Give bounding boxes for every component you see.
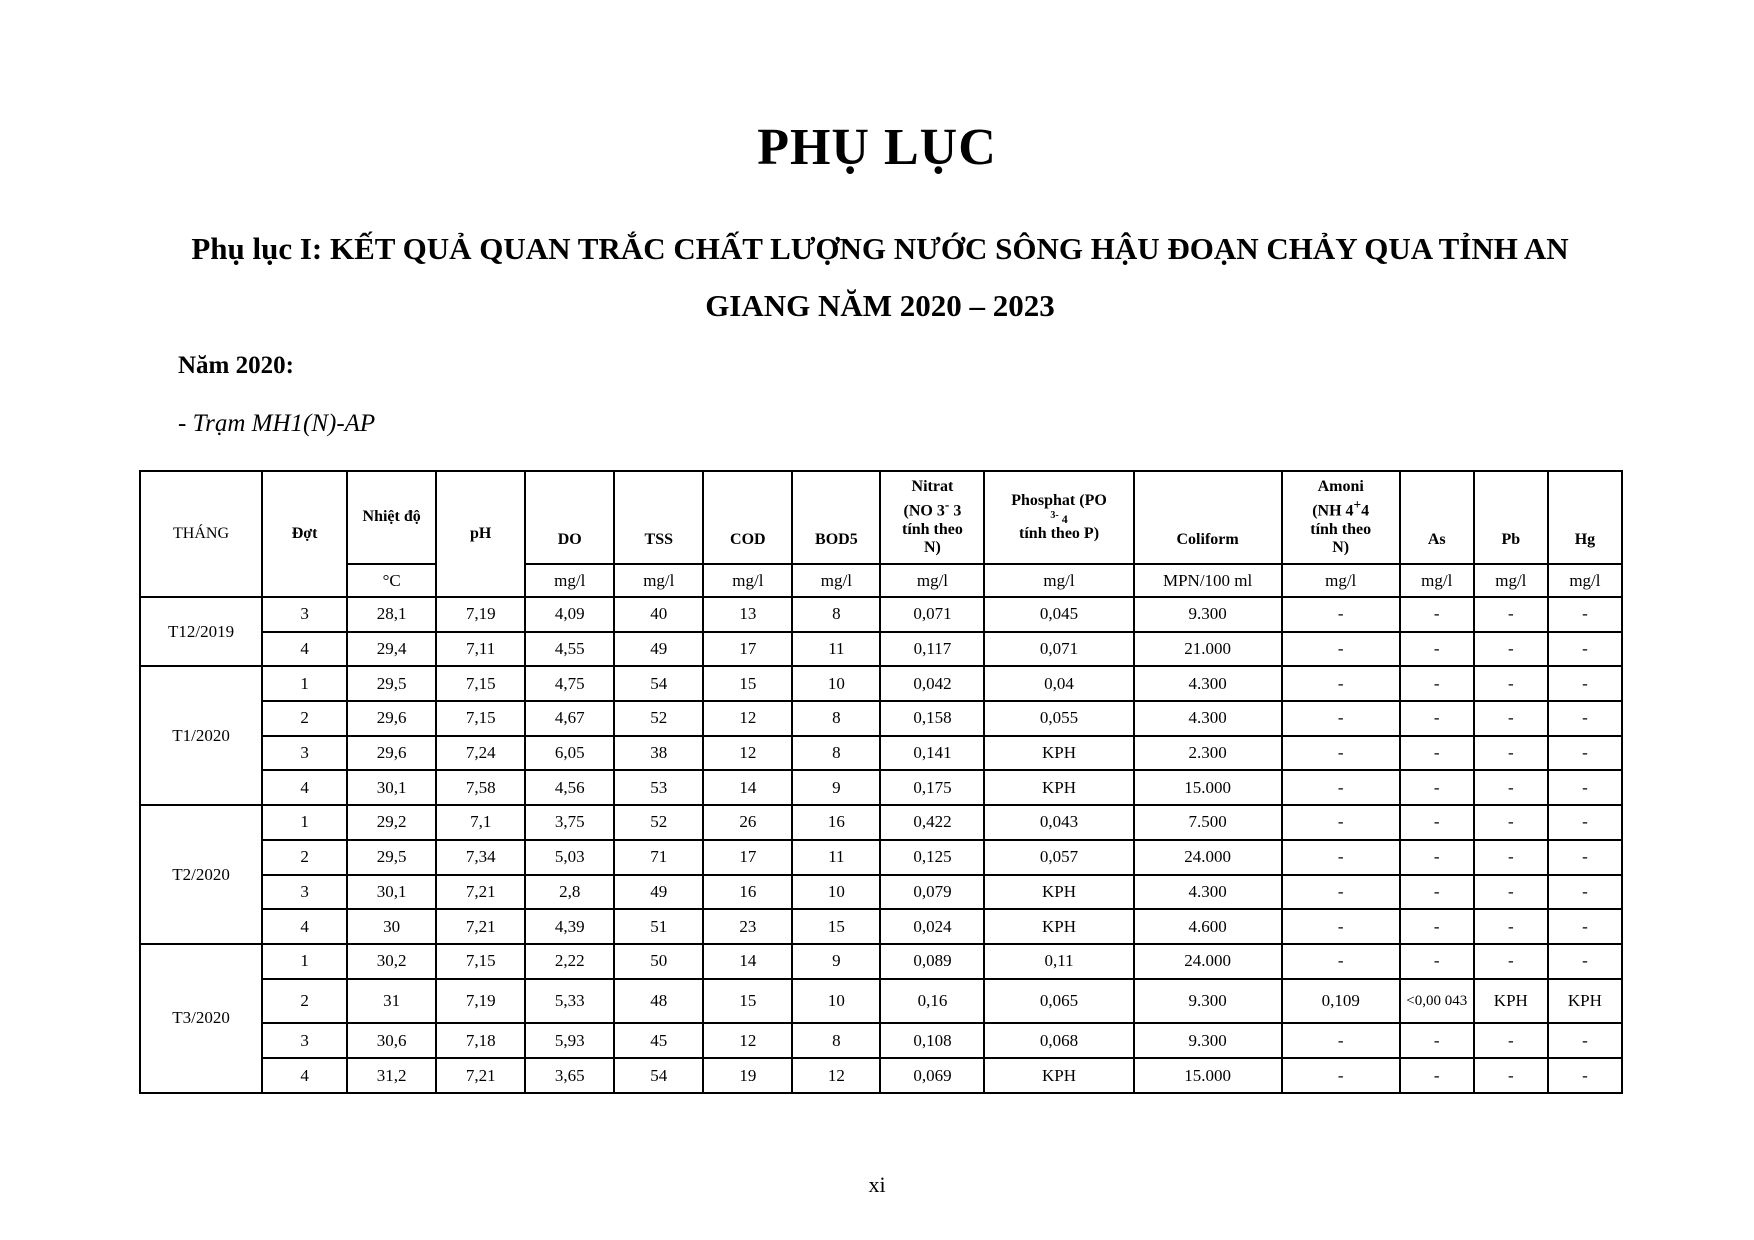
table-cell: - (1474, 875, 1548, 910)
table-cell: 4,55 (525, 632, 614, 667)
nitrat-line-2 (883, 496, 981, 520)
amoni-sub: 4 (1361, 502, 1370, 520)
header-thang: THÁNG (140, 471, 262, 597)
table-cell: 10 (792, 666, 880, 701)
water-quality-table (139, 470, 1623, 1094)
amoni-formula: (NH 4 (1312, 502, 1354, 520)
table-cell: 17 (703, 632, 792, 667)
table-cell: 38 (614, 736, 703, 771)
table-cell: 5,93 (525, 1023, 614, 1058)
table-cell: - (1282, 1023, 1400, 1058)
table-cell: 29,5 (347, 840, 436, 875)
header-do: DO (525, 471, 614, 564)
table-cell: - (1474, 666, 1548, 701)
page-number: xi (868, 1172, 886, 1197)
table-cell: 71 (614, 840, 703, 875)
amoni-line-3: tính theo (1310, 520, 1372, 538)
table-cell: - (1400, 770, 1474, 805)
table-cell: - (1548, 736, 1622, 771)
table-row (140, 805, 1622, 840)
table-cell: 48 (614, 979, 703, 1024)
table-cell: 0,071 (880, 597, 984, 632)
table-cell: - (1400, 1023, 1474, 1058)
unit-bod5: mg/l (792, 564, 880, 597)
table-cell: 49 (614, 875, 703, 910)
table-cell: 7,19 (436, 979, 525, 1024)
table-cell: 15 (703, 666, 792, 701)
table-cell: 53 (614, 770, 703, 805)
table-cell: 52 (614, 701, 703, 736)
table-cell: 2.300 (1134, 736, 1282, 771)
nitrat-formula: (NO 3 (903, 502, 945, 520)
table-cell: - (1400, 1058, 1474, 1093)
table-cell: 11 (792, 632, 880, 667)
table-cell: 0,108 (880, 1023, 984, 1058)
table-cell: 0,042 (880, 666, 984, 701)
table-cell: 40 (614, 597, 703, 632)
table-cell: 3 (262, 875, 347, 910)
table-cell: 9 (792, 944, 880, 979)
table-cell: 16 (792, 805, 880, 840)
unit-nhiet-do: °C (347, 564, 436, 597)
table-cell: 7,21 (436, 1058, 525, 1093)
table-cell: - (1548, 875, 1622, 910)
table-cell: - (1400, 875, 1474, 910)
table-cell: 30,1 (347, 875, 436, 910)
table-cell: 0,068 (984, 1023, 1133, 1058)
table-cell: - (1282, 632, 1400, 667)
table-cell: 2 (262, 979, 347, 1024)
table-cell: - (1282, 909, 1400, 944)
table-cell: 4 (262, 1058, 347, 1093)
table-row (140, 597, 1622, 632)
table-cell: 2 (262, 840, 347, 875)
header-as: As (1400, 471, 1474, 564)
table-cell: 0,089 (880, 944, 984, 979)
table-cell: KPH (984, 875, 1133, 910)
table-cell: 51 (614, 909, 703, 944)
table-cell: - (1548, 1023, 1622, 1058)
header-phosphat (984, 471, 1133, 564)
table-cell: 29,6 (347, 701, 436, 736)
table-row (140, 1023, 1622, 1058)
table-cell: KPH (1548, 979, 1622, 1024)
table-cell: 50 (614, 944, 703, 979)
table-cell: 0,055 (984, 701, 1133, 736)
table-cell: 31 (347, 979, 436, 1024)
phosphat-line-2 (987, 510, 1130, 525)
table-cell: 0,16 (880, 979, 984, 1024)
table-cell: 4,39 (525, 909, 614, 944)
table-cell: 3 (262, 597, 347, 632)
table-cell: 2,22 (525, 944, 614, 979)
table-cell: - (1400, 701, 1474, 736)
table-cell: KPH (984, 770, 1133, 805)
table-cell: - (1400, 666, 1474, 701)
table-cell: - (1548, 944, 1622, 979)
table-cell: - (1474, 1058, 1548, 1093)
table-cell: 19 (703, 1058, 792, 1093)
table-cell: - (1400, 632, 1474, 667)
table-cell: 5,03 (525, 840, 614, 875)
amoni-line-2 (1285, 496, 1397, 520)
table-cell: 30,1 (347, 770, 436, 805)
table-cell: 7,21 (436, 875, 525, 910)
header-ph: pH (436, 471, 525, 597)
table-cell: - (1548, 666, 1622, 701)
table-row (140, 632, 1622, 667)
table-cell: - (1548, 632, 1622, 667)
table-cell: 14 (703, 770, 792, 805)
table-cell: 1 (262, 666, 347, 701)
table-cell: 8 (792, 1023, 880, 1058)
table-cell: 4 (262, 632, 347, 667)
table-cell: - (1474, 632, 1548, 667)
table-cell: 4.300 (1134, 666, 1282, 701)
table-cell: 4 (262, 770, 347, 805)
nitrat-sup: - (944, 497, 950, 513)
table-cell: 0,158 (880, 701, 984, 736)
table-cell: 7,18 (436, 1023, 525, 1058)
table-cell: 15.000 (1134, 1058, 1282, 1093)
table-cell: KPH (984, 1058, 1133, 1093)
station-label: - Trạm MH1(N)-AP (178, 410, 376, 437)
table-cell: 4.600 (1134, 909, 1282, 944)
table-cell: KPH (984, 909, 1133, 944)
table-body (140, 597, 1622, 1093)
table-row (140, 875, 1622, 910)
table-cell: 10 (792, 979, 880, 1024)
table-cell: 4,09 (525, 597, 614, 632)
table-cell: - (1400, 944, 1474, 979)
table-cell: 14 (703, 944, 792, 979)
table-cell: - (1282, 701, 1400, 736)
table-cell: 0,04 (984, 666, 1133, 701)
table-cell: - (1548, 597, 1622, 632)
table-cell: 0,11 (984, 944, 1133, 979)
table-cell: 0,071 (984, 632, 1133, 667)
table-cell: 12 (703, 1023, 792, 1058)
table-cell: 15.000 (1134, 770, 1282, 805)
table-cell: - (1400, 805, 1474, 840)
table-cell: 9 (792, 770, 880, 805)
table-cell: 7.500 (1134, 805, 1282, 840)
table-cell: 7,24 (436, 736, 525, 771)
table-cell: - (1282, 736, 1400, 771)
table-cell: 4,67 (525, 701, 614, 736)
table-cell: 7,15 (436, 701, 525, 736)
table-cell: - (1282, 770, 1400, 805)
table-row (140, 840, 1622, 875)
table-cell: - (1548, 1058, 1622, 1093)
table-cell: 26 (703, 805, 792, 840)
table-cell: 0,079 (880, 875, 984, 910)
table-cell: 7,34 (436, 840, 525, 875)
table-cell: 49 (614, 632, 703, 667)
phosphat-sub: 4 (1061, 512, 1068, 526)
table-cell: - (1282, 597, 1400, 632)
table-cell: 15 (792, 909, 880, 944)
table-row (140, 666, 1622, 701)
table-cell: 7,58 (436, 770, 525, 805)
table-cell: 29,4 (347, 632, 436, 667)
table-cell: 4,75 (525, 666, 614, 701)
table-cell: - (1474, 701, 1548, 736)
table-cell: 4.300 (1134, 701, 1282, 736)
table-cell: 24.000 (1134, 840, 1282, 875)
table-cell: 12 (792, 1058, 880, 1093)
table-row (140, 770, 1622, 805)
unit-amoni: mg/l (1282, 564, 1400, 597)
table-cell: 7,1 (436, 805, 525, 840)
table-cell: - (1474, 805, 1548, 840)
header-bod5: BOD5 (792, 471, 880, 564)
table-cell: 8 (792, 597, 880, 632)
table-cell: 4,56 (525, 770, 614, 805)
table-cell: 6,05 (525, 736, 614, 771)
table-cell: 54 (614, 666, 703, 701)
table-cell: - (1474, 944, 1548, 979)
unit-coliform: MPN/100 ml (1134, 564, 1282, 597)
table-cell: 0,045 (984, 597, 1133, 632)
unit-hg: mg/l (1548, 564, 1622, 597)
month-cell: T3/2020 (140, 944, 262, 1093)
table-cell: - (1400, 840, 1474, 875)
table-cell: 11 (792, 840, 880, 875)
table-cell: 1 (262, 944, 347, 979)
phosphat-sup: 3- (1050, 510, 1059, 521)
unit-tss: mg/l (614, 564, 703, 597)
table-cell: 3,75 (525, 805, 614, 840)
header-row (140, 471, 1622, 564)
table-cell: 1 (262, 805, 347, 840)
table-cell: 0,117 (880, 632, 984, 667)
year-heading: Năm 2020: (178, 352, 294, 379)
table-cell: 7,21 (436, 909, 525, 944)
table-row (140, 736, 1622, 771)
table-cell: 7,15 (436, 944, 525, 979)
nitrat-sub: 3 (953, 502, 962, 520)
phosphat-line-1: Phosphat (PO (1011, 492, 1107, 509)
table-cell: - (1474, 840, 1548, 875)
table-cell: 9.300 (1134, 979, 1282, 1024)
table-row (140, 909, 1622, 944)
table-cell: 8 (792, 736, 880, 771)
header-tss: TSS (614, 471, 703, 564)
header-hg: Hg (1548, 471, 1622, 564)
table-cell: - (1474, 736, 1548, 771)
table-cell: - (1282, 805, 1400, 840)
table-cell: - (1474, 1023, 1548, 1058)
unit-pb: mg/l (1474, 564, 1548, 597)
month-cell: T2/2020 (140, 805, 262, 944)
table-cell: - (1548, 805, 1622, 840)
table-cell: 16 (703, 875, 792, 910)
subtitle-line-1: Phụ lục I: KẾT QUẢ QUAN TRẮC CHẤT LƯỢNG NƯỚC SÔNG HẬU ĐOẠN CHẢY QUA TỈNH AN (191, 231, 1569, 266)
table-cell: 0,125 (880, 840, 984, 875)
table-cell: 0,057 (984, 840, 1133, 875)
table-cell: 7,11 (436, 632, 525, 667)
table-cell: - (1474, 597, 1548, 632)
table-cell: KPH (1474, 979, 1548, 1024)
page-title: PHỤ LỤC (757, 119, 997, 176)
table-cell: 3 (262, 1023, 347, 1058)
table-row (140, 979, 1622, 1024)
header-dot: Đợt (262, 471, 347, 597)
table-cell: 31,2 (347, 1058, 436, 1093)
header-pb: Pb (1474, 471, 1548, 564)
table-cell: 2 (262, 701, 347, 736)
table-cell: 3 (262, 736, 347, 771)
table-cell: 7,19 (436, 597, 525, 632)
table-cell: 0,422 (880, 805, 984, 840)
table-row (140, 1058, 1622, 1093)
table-cell: 17 (703, 840, 792, 875)
table-cell: 12 (703, 736, 792, 771)
table-cell: 52 (614, 805, 703, 840)
table-cell: 7,15 (436, 666, 525, 701)
table-cell: 4 (262, 909, 347, 944)
table-cell: 54 (614, 1058, 703, 1093)
table-cell: 29,6 (347, 736, 436, 771)
table-cell: - (1282, 666, 1400, 701)
table-cell: 45 (614, 1023, 703, 1058)
phosphat-line-3: tính theo P) (1019, 525, 1100, 542)
table-cell: 0,069 (880, 1058, 984, 1093)
table-cell: 9.300 (1134, 597, 1282, 632)
amoni-line-4: N) (1332, 538, 1350, 556)
month-cell: T1/2020 (140, 666, 262, 805)
table-cell: 9.300 (1134, 1023, 1282, 1058)
table-cell: - (1548, 909, 1622, 944)
table-cell: 28,1 (347, 597, 436, 632)
table-cell: 29,2 (347, 805, 436, 840)
unit-nitrat: mg/l (880, 564, 984, 597)
header-coliform: Coliform (1134, 471, 1282, 564)
table-cell: 13 (703, 597, 792, 632)
unit-cod: mg/l (703, 564, 792, 597)
table-cell: 10 (792, 875, 880, 910)
table-cell: <0,00 043 (1400, 979, 1474, 1024)
table-cell: 29,5 (347, 666, 436, 701)
table-cell: 0,141 (880, 736, 984, 771)
table-row (140, 701, 1622, 736)
table-cell: - (1282, 944, 1400, 979)
table-row (140, 944, 1622, 979)
header-cod: COD (703, 471, 792, 564)
unit-row (140, 564, 1622, 597)
amoni-sup: + (1353, 497, 1362, 513)
subtitle-line-2: GIANG NĂM 2020 – 2023 (705, 288, 1055, 323)
table-cell: - (1400, 736, 1474, 771)
table-cell: - (1400, 597, 1474, 632)
table-cell: 23 (703, 909, 792, 944)
nitrat-line-1: Nitrat (911, 478, 954, 496)
table-cell: - (1474, 770, 1548, 805)
table-cell: 4.300 (1134, 875, 1282, 910)
table-cell: 0,175 (880, 770, 984, 805)
table-cell: - (1548, 701, 1622, 736)
table-cell: 30 (347, 909, 436, 944)
nitrat-line-4: N) (923, 538, 941, 556)
table-cell: 21.000 (1134, 632, 1282, 667)
table-cell: 3,65 (525, 1058, 614, 1093)
unit-as: mg/l (1400, 564, 1474, 597)
amoni-line-1: Amoni (1317, 478, 1364, 496)
table-cell: KPH (984, 736, 1133, 771)
table-cell: - (1282, 840, 1400, 875)
table-cell: - (1548, 770, 1622, 805)
table-cell: - (1548, 840, 1622, 875)
table-cell: 15 (703, 979, 792, 1024)
table-cell: - (1400, 909, 1474, 944)
header-amoni (1282, 471, 1400, 564)
appendix-subtitle (130, 220, 1630, 334)
table-cell: - (1282, 875, 1400, 910)
table-cell: - (1282, 1058, 1400, 1093)
table-cell: 30,2 (347, 944, 436, 979)
unit-phosphat: mg/l (984, 564, 1133, 597)
table-cell: 30,6 (347, 1023, 436, 1058)
header-nitrat (880, 471, 984, 564)
table-cell: 5,33 (525, 979, 614, 1024)
nitrat-line-3: tính theo (901, 520, 963, 538)
table-cell: 2,8 (525, 875, 614, 910)
table-cell: - (1474, 909, 1548, 944)
table-cell: 0,024 (880, 909, 984, 944)
month-cell: T12/2019 (140, 597, 262, 666)
table-cell: 0,065 (984, 979, 1133, 1024)
header-nhiet-do: Nhiệt độ (347, 471, 436, 564)
table-cell: 8 (792, 701, 880, 736)
table-cell: 12 (703, 701, 792, 736)
table-cell: 0,043 (984, 805, 1133, 840)
table-cell: 24.000 (1134, 944, 1282, 979)
table-cell: 0,109 (1282, 979, 1400, 1024)
unit-do: mg/l (525, 564, 614, 597)
